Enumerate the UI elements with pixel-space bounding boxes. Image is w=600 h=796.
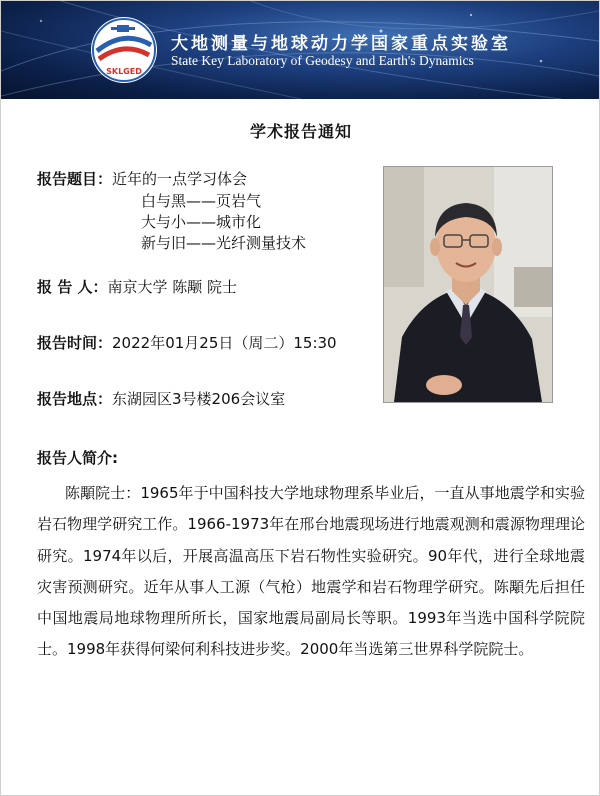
- time-label: 报告时间：: [37, 334, 113, 352]
- place-label: 报告地点：: [37, 390, 113, 408]
- time-row: [37, 332, 337, 353]
- bio-heading: 报告人简介:: [37, 449, 118, 467]
- notice-title: 学术报告通知: [249, 122, 352, 141]
- bio-text: 陈顒院士：1965年于中国科技大学地球物理系毕业后，一直从事地震学和实验岩石物理学研究工作。1966-1973年在邢台地震现场进行地震观测和震源物理理论研究。1974年以后，开展高温高压下岩石物性实验研究。90年代，进行全球地震灾害预测研究。近年从事人工源（气枪）地震学和岩石物理学研究。陈顒先后担任中国地震局地球物理所所长，国家地震局副局长等职。1993年当选中国科学院院士。1998年获得何梁何利科技进步奖。2000年当选第三世界科学院院士。: [37, 484, 585, 659]
- time-value: 2022年01月25日（周二）15:30: [112, 334, 337, 352]
- org-name-en: State Key Laboratory of Geodesy and Earth's Dynamics: [171, 53, 474, 68]
- topic-main: 近年的一点学习体会: [112, 170, 248, 188]
- speaker-label: 报 告 人：: [37, 278, 108, 296]
- logo-text: SKLGED: [106, 67, 142, 76]
- bio-paragraph: [37, 478, 585, 666]
- topic-row: [37, 168, 247, 189]
- speaker-value: 南京大学 陈颙 院士: [107, 278, 237, 296]
- topic-label: 报告题目：: [37, 170, 113, 188]
- sklged-logo: [89, 15, 159, 85]
- speaker-row: [37, 276, 237, 297]
- org-name-cn: 大地测量与地球动力学国家重点实验室: [171, 34, 511, 54]
- speaker-photo: [383, 166, 553, 403]
- topic-sub-3: 新与旧——光纤测量技术: [141, 234, 307, 252]
- place-value: 东湖园区3号楼206会议室: [112, 390, 286, 408]
- topic-sub-2: 大与小——城市化: [141, 213, 262, 231]
- header-banner: [1, 1, 599, 99]
- topic-sub-1: 白与黑——页岩气: [141, 192, 262, 210]
- place-row: [37, 388, 285, 409]
